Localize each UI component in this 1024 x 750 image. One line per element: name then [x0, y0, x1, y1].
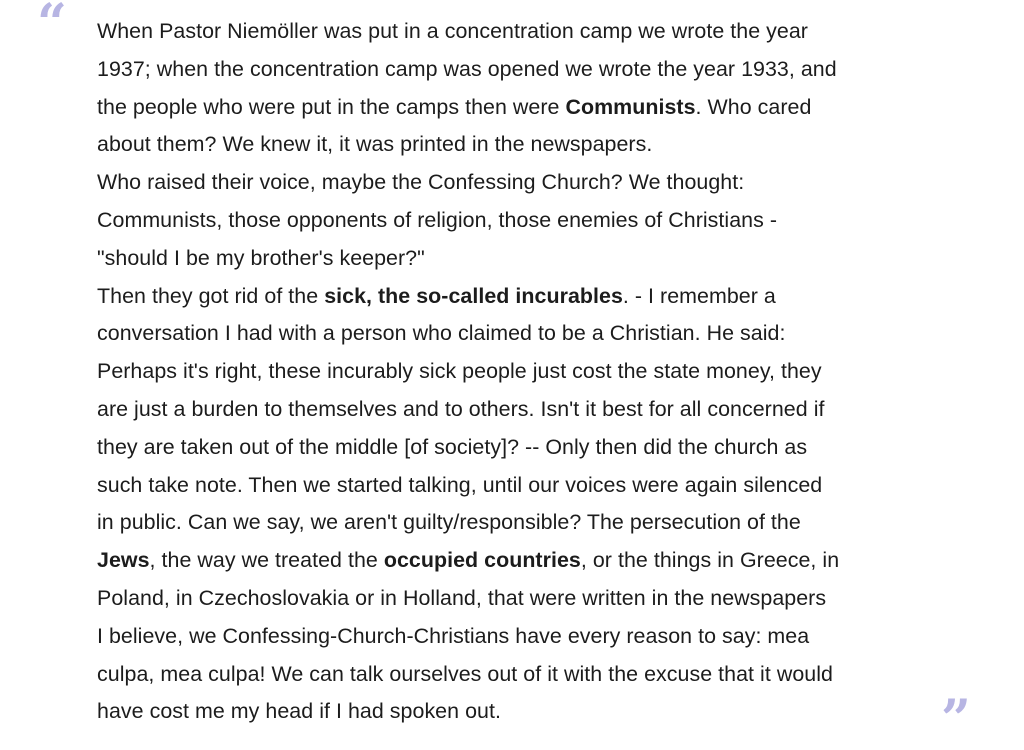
quote-line: [97, 542, 957, 580]
text-segment: When Pastor Niemöller was put in a concentration camp we wrote the year: [97, 19, 808, 43]
quote-line: [97, 51, 957, 89]
text-segment: have cost me my head if I had spoken out.: [97, 699, 501, 724]
quote-line: [97, 504, 957, 542]
quote-line: [97, 126, 957, 164]
text-segment: Then they got rid of the: [97, 283, 325, 308]
emphasized-text: occupied countries: [383, 548, 581, 573]
quote-line: [97, 656, 957, 694]
quote-line: [97, 13, 957, 51]
quote-line: [97, 429, 957, 467]
text-segment: . - I remember a: [622, 283, 776, 308]
quote-line: [97, 89, 957, 127]
text-segment: Poland, in Czechoslovakia or in Holland, that were written in the newspapers: [97, 585, 827, 610]
quote-line: [97, 278, 957, 316]
text-segment: Who raised their voice, maybe the Confessing Church? We thought:: [97, 170, 745, 195]
emphasized-text: sick, the so-called incurables: [324, 283, 623, 308]
text-segment: culpa, mea culpa! We can talk ourselves out of it with the excuse that it would: [97, 661, 833, 686]
text-segment: . Who cared: [695, 94, 812, 119]
text-segment: "should I be my brother's keeper?": [97, 245, 425, 270]
text-segment: , or the things in Greece, in: [580, 548, 840, 573]
quote-line: [97, 353, 957, 391]
text-segment: Perhaps it's right, these incurably sick people just cost the state money, they: [97, 359, 822, 384]
quote-line: [97, 240, 957, 278]
quote-line: [97, 164, 957, 202]
text-segment: such take note. Then we started talking, until our voices were again silenced: [97, 472, 823, 497]
text-segment: about them? We knew it, it was printed in the newspapers.: [97, 132, 653, 157]
text-segment: 1937; when the concentration camp was opened we wrote the year 1933, and: [97, 56, 837, 81]
text-segment: , the way we treated the: [149, 548, 384, 573]
text-segment: they are taken out of the middle [of society]? -- Only then did the church as: [97, 434, 808, 459]
text-segment: conversation I had with a person who claimed to be a Christian. He said:: [97, 321, 786, 346]
text-segment: I believe, we Confessing-Church-Christians have every reason to say: mea: [97, 623, 810, 648]
close-quote-icon: ”: [941, 689, 971, 750]
quote-line: [97, 391, 957, 429]
open-quote-icon: “: [37, 0, 67, 54]
quote-line: [97, 467, 957, 505]
quote-line: [97, 580, 957, 618]
text-segment: Communists, those opponents of religion, those enemies of Christians -: [97, 207, 778, 232]
text-segment: the people who were put in the camps then were: [97, 94, 566, 119]
text-segment: in public. Can we say, we aren't guilty/responsible? The persecution of the: [97, 510, 801, 535]
text-segment: are just a burden to themselves and to others. Isn't it best for all concerned if: [97, 396, 825, 421]
emphasized-text: Communists: [565, 94, 696, 119]
quote-line: [97, 315, 957, 353]
quote-text: [97, 13, 957, 731]
quote-line: [97, 202, 957, 240]
quote-line: [97, 618, 957, 656]
quote-line: [97, 693, 957, 731]
emphasized-text: Jews: [97, 548, 150, 573]
